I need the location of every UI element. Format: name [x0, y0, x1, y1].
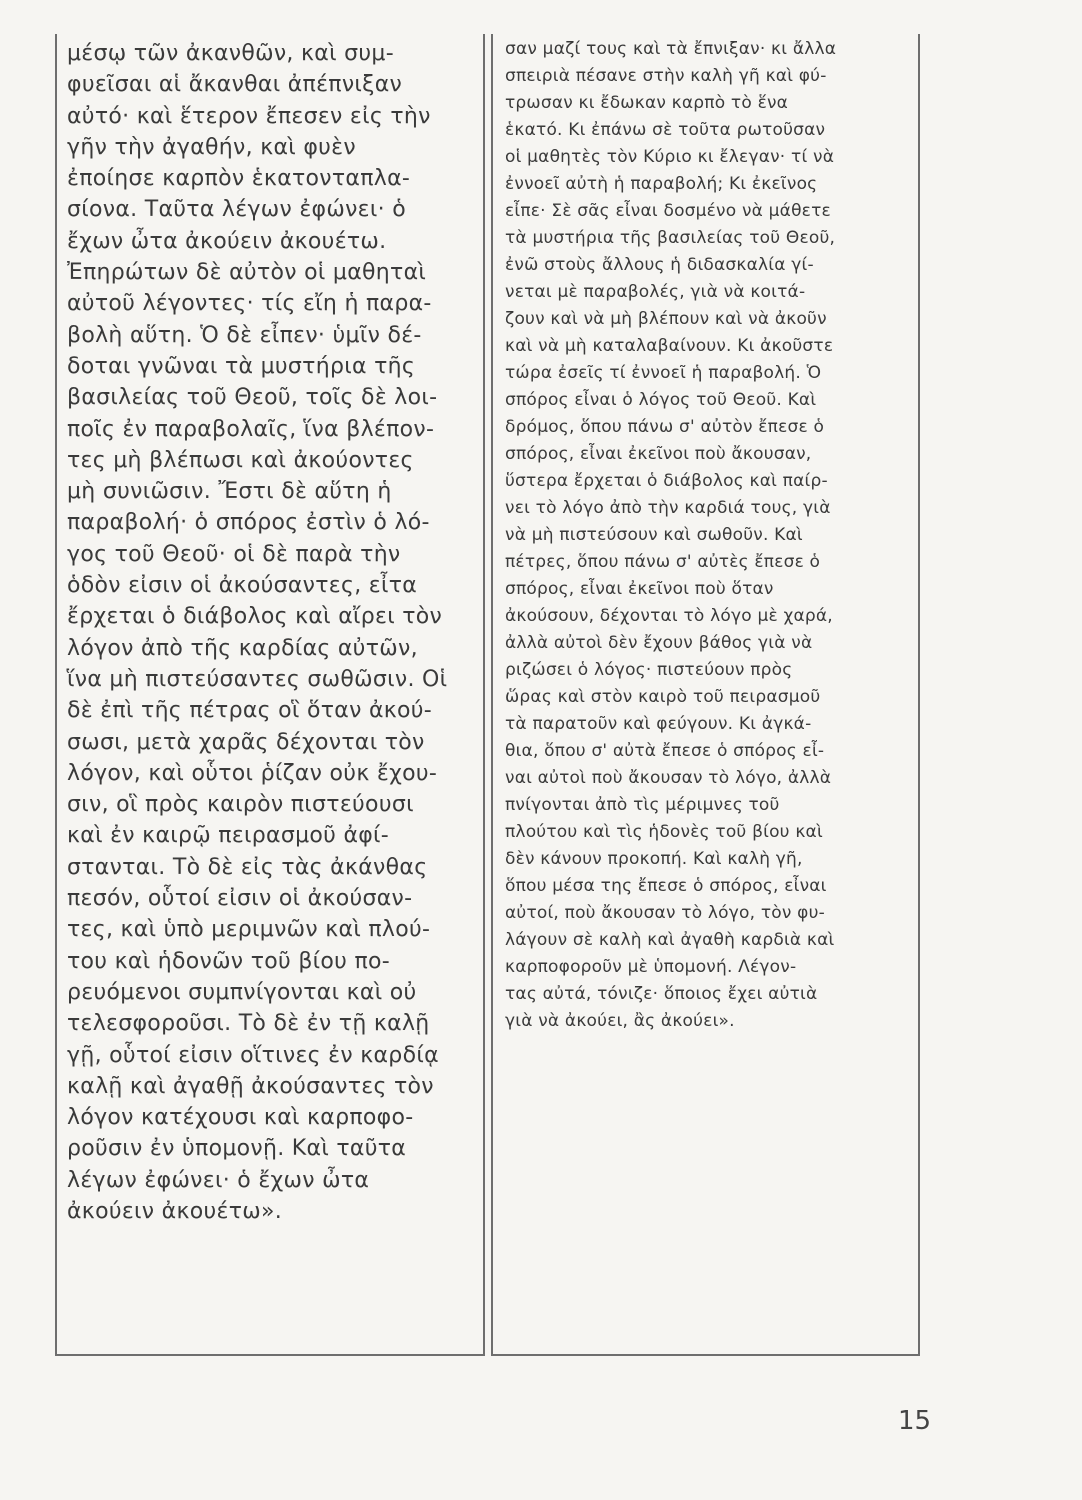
- text-line: σπόρος εἶναι ὁ λόγος τοῦ Θεοῦ. Καὶ: [505, 390, 817, 410]
- text-line: οἱ μαθητὲς τὸν Κύριο κι ἔλεγαν· τί νὰ: [505, 147, 835, 167]
- text-line: ἐποίησε καρπὸν ἑκατονταπλα-: [67, 166, 411, 192]
- text-line: ζουν καὶ νὰ μὴ βλέπουν καὶ νὰ ἀκοῦν: [505, 309, 827, 329]
- text-line: δὲ ἐπὶ τῆς πέτρας οἳ ὅταν ἀκού-: [67, 698, 433, 724]
- text-line: νει τὸ λόγο ἀπὸ τὴν καρδιά τους, γιὰ: [505, 498, 831, 518]
- text-line: νὰ μὴ πιστεύσουν καὶ σωθοῦν. Καὶ: [505, 525, 803, 545]
- text-line: σαν μαζί τους καὶ τὰ ἔπνιξαν· κι ἄλλα: [505, 39, 837, 59]
- text-line: ἐνῶ στοὺς ἄλλους ἡ διδασκαλία γί-: [505, 255, 814, 275]
- text-line: ροῦσιν ἐν ὑπομονῇ. Καὶ ταῦτα: [67, 1136, 407, 1162]
- text-line: ἀκούειν ἀκουέτω».: [67, 1198, 283, 1224]
- text-line: πεσόν, οὗτοί εἰσιν οἱ ἀκούσαν-: [67, 886, 413, 912]
- text-line: νεται μὲ παραβολές, γιὰ νὰ κοιτά-: [505, 282, 806, 302]
- text-line: ρευόμενοι συμπνίγονται καὶ οὐ: [67, 979, 417, 1005]
- text-line: δοται γνῶναι τὰ μυστήρια τῆς: [67, 353, 416, 379]
- text-line: βασιλείας τοῦ Θεοῦ, τοῖς δὲ λοι-: [67, 385, 438, 411]
- modern-text-lines: [493, 34, 918, 1035]
- text-line: γιὰ νὰ ἀκούει, ἂς ἀκούει».: [505, 1011, 735, 1031]
- text-line: πέτρες, ὅπου πάνω σ' αὐτὲς ἔπεσε ὁ: [505, 552, 821, 572]
- text-line: αὐτό· καὶ ἕτερον ἔπεσεν εἰς τὴν: [67, 103, 431, 129]
- text-line: στανται. Τὸ δὲ εἰς τὰς ἀκάνθας: [67, 854, 428, 880]
- text-line: καὶ νὰ μὴ καταλαβαίνουν. Κι ἀκοῦστε: [505, 336, 834, 356]
- text-line: σίονα. Ταῦτα λέγων ἐφώνει· ὁ: [67, 197, 406, 223]
- ancient-text-lines: [57, 34, 483, 1227]
- text-line: θια, ὅπου σ' αὐτὰ ἔπεσε ὁ σπόρος εἶ-: [505, 741, 825, 761]
- text-line: λόγον κατέχουσι καὶ καρποφο-: [67, 1105, 414, 1131]
- text-line: τας αὐτά, τόνιζε· ὅποιος ἔχει αὐτιὰ: [505, 984, 818, 1004]
- text-line: γῇ, οὗτοί εἰσιν οἵτινες ἐν καρδίᾳ: [67, 1042, 439, 1068]
- text-line: του καὶ ἡδονῶν τοῦ βίου πο-: [67, 948, 391, 974]
- text-line: σωσι, μετὰ χαρᾶς δέχονται τὸν: [67, 729, 425, 755]
- text-line: ποῖς ἐν παραβολαῖς, ἵνα βλέπον-: [67, 416, 435, 442]
- text-line: Ἐπηρώτων δὲ αὐτὸν οἱ μαθηταὶ: [67, 260, 427, 286]
- text-line: τώρα ἐσεῖς τί ἐννοεῖ ἡ παραβολή. Ὁ: [505, 363, 822, 383]
- text-line: αὐτοί, ποὺ ἄκουσαν τὸ λόγο, τὸν φυ-: [505, 903, 825, 923]
- text-line: ἵνα μὴ πιστεύσαντες σωθῶσιν. Οἱ: [67, 666, 448, 692]
- page-number: 15: [898, 1406, 932, 1436]
- text-line: ἐννοεῖ αὐτὴ ἡ παραβολή; Κι ἐκεῖνος: [505, 174, 818, 194]
- text-line: πνίγονται ἀπὸ τὶς μέριμνες τοῦ: [505, 795, 780, 815]
- modern-text-column: [491, 34, 920, 1356]
- text-line: λέγων ἐφώνει· ὁ ἔχων ὦτα: [67, 1167, 370, 1193]
- text-line: λόγον ἀπὸ τῆς καρδίας αὐτῶν,: [67, 635, 418, 661]
- text-line: τες μὴ βλέπωσι καὶ ἀκούοντες: [67, 447, 414, 473]
- text-line: δρόμος, ὅπου πάνω σ' αὐτὸν ἔπεσε ὁ: [505, 417, 825, 437]
- ancient-text-column: [55, 34, 485, 1356]
- text-line: φυεῖσαι αἱ ἄκανθαι ἀπέπνιξαν: [67, 72, 403, 98]
- text-line: λόγον, καὶ οὗτοι ῥίζαν οὐκ ἔχου-: [67, 760, 438, 786]
- text-line: ἑκατό. Κι ἐπάνω σὲ τοῦτα ρωτοῦσαν: [505, 120, 826, 140]
- text-line: σπόρος, εἶναι ἐκεῖνοι ποὺ ἄκουσαν,: [505, 444, 812, 464]
- text-line: ναι αὐτοὶ ποὺ ἄκουσαν τὸ λόγο, ἀλλὰ: [505, 768, 832, 788]
- text-line: μέσῳ τῶν ἀκανθῶν, καὶ συμ-: [67, 41, 394, 66]
- text-line: εἶπε· Σὲ σᾶς εἶναι δοσμένο νὰ μάθετε: [505, 201, 831, 221]
- text-line: ἀλλὰ αὐτοὶ δὲν ἔχουν βάθος γιὰ νὰ: [505, 633, 813, 653]
- text-line: βολὴ αὕτη. Ὁ δὲ εἶπεν· ὑμῖν δέ-: [67, 322, 422, 348]
- text-line: παραβολή· ὁ σπόρος ἐστὶν ὁ λό-: [67, 510, 430, 536]
- text-line: ἀκούσουν, δέχονται τὸ λόγο μὲ χαρά,: [505, 606, 833, 626]
- text-line: λάγουν σὲ καλὴ καὶ ἀγαθὴ καρδιὰ καὶ: [505, 930, 835, 950]
- text-line: αὐτοῦ λέγοντες· τίς εἴη ἡ παρα-: [67, 291, 432, 317]
- text-line: ὅπου μέσα της ἔπεσε ὁ σπόρος, εἶναι: [505, 876, 827, 896]
- text-line: πλούτου καὶ τὶς ἡδονὲς τοῦ βίου καὶ: [505, 822, 823, 842]
- text-line: σπειριὰ πέσανε στὴν καλὴ γῆ καὶ φύ-: [505, 66, 827, 86]
- text-line: ἔρχεται ὁ διάβολος καὶ αἴρει τὸν: [67, 604, 443, 630]
- text-line: ὕστερα ἔρχεται ὁ διάβολος καὶ παίρ-: [505, 471, 828, 491]
- text-line: τρωσαν κι ἔδωκαν καρπὸ τὸ ἕνα: [505, 93, 789, 113]
- text-line: δὲν κάνουν προκοπή. Καὶ καλὴ γῆ,: [505, 849, 803, 869]
- text-line: ριζώσει ὁ λόγος· πιστεύουν πρὸς: [505, 660, 793, 680]
- text-line: σιν, οἳ πρὸς καιρὸν πιστεύουσι: [67, 792, 414, 818]
- text-line: ὁδὸν εἰσιν οἱ ἀκούσαντες, εἶτα: [67, 573, 418, 599]
- text-line: τελεσφοροῦσι. Τὸ δὲ ἐν τῇ καλῇ: [67, 1011, 430, 1037]
- text-line: καὶ ἐν καιρῷ πειρασμοῦ ἀφί-: [67, 823, 390, 849]
- text-line: τες, καὶ ὑπὸ μεριμνῶν καὶ πλού-: [67, 917, 431, 943]
- text-line: ἔχων ὦτα ἀκούειν ἀκουέτω.: [67, 228, 387, 254]
- text-line: μὴ συνιῶσιν. Ἔστι δὲ αὕτη ἡ: [67, 479, 392, 505]
- text-line: σπόρος, εἶναι ἐκεῖνοι ποὺ ὅταν: [505, 579, 774, 599]
- text-line: τὰ μυστήρια τῆς βασιλείας τοῦ Θεοῦ,: [505, 228, 836, 248]
- text-line: καλῇ καὶ ἀγαθῇ ἀκούσαντες τὸν: [67, 1073, 434, 1099]
- text-line: γῆν τὴν ἀγαθήν, καὶ φυὲν: [67, 134, 356, 160]
- text-line: τὰ παρατοῦν καὶ φεύγουν. Κι ἀγκά-: [505, 714, 812, 734]
- text-line: καρποφοροῦν μὲ ὑπομονή. Λέγον-: [505, 957, 797, 977]
- text-line: ὥρας καὶ στὸν καιρὸ τοῦ πειρασμοῦ: [505, 687, 821, 707]
- text-line: γος τοῦ Θεοῦ· οἱ δὲ παρὰ τὴν: [67, 541, 401, 567]
